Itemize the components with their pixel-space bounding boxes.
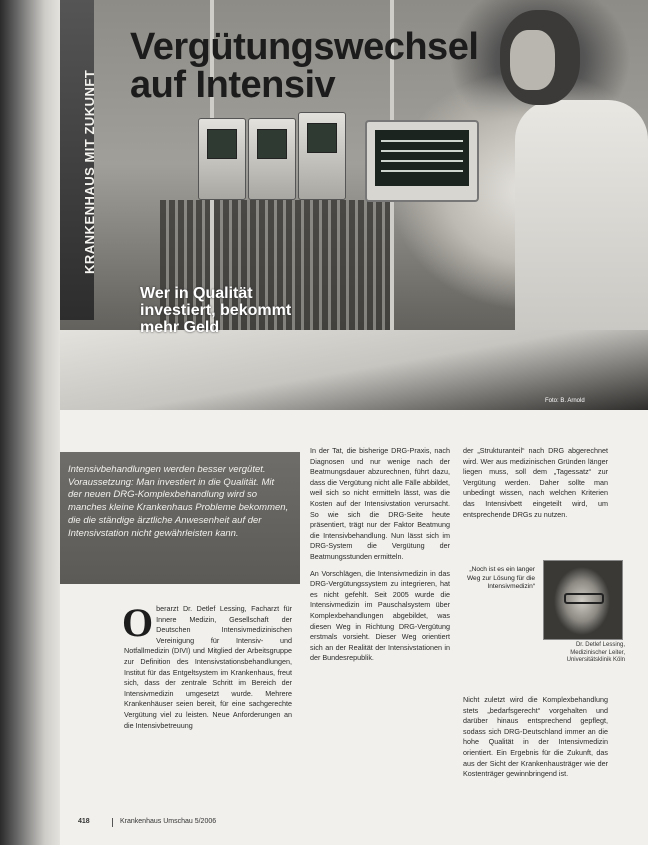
- nurse-face: [510, 30, 555, 90]
- body-column-1: [122, 600, 292, 731]
- footer-divider: [112, 818, 113, 827]
- infusion-pump: [198, 118, 246, 200]
- body-column-3-continued: [463, 695, 608, 786]
- article-subtitle: Wer in Qualität investiert, bekommt mehr Geld: [140, 285, 292, 336]
- patient-monitor: [365, 120, 479, 202]
- paragraph: der „Strukturanteil“ nach DRG abgerechnet wird. Wer aus medizinischen Gründen länger liegen muss, soll dem „Tagessatz“ zur Vergütung werden. Daher sollte man unbedingt wissen, nach welchen Kriterien das Intensivbett eingeteilt wird, um entsprechende DRGs zu nutzen.: [463, 446, 608, 519]
- page-number: 418: [78, 818, 90, 825]
- binding-gutter: [0, 0, 60, 845]
- section-label: KRANKENHAUS MIT ZUKUNFT: [82, 69, 97, 274]
- magazine-page: [60, 0, 648, 845]
- portrait-photo: [543, 560, 623, 640]
- paragraph: Nicht zuletzt wird die Komplexbehandlung stets „bedarfsgerecht“ vorgehalten und darüber hinaus entsprechend gepflegt, sodass sich DRG-Deutschland immer an die hohe Qualität in der Intensivmedizin orientiert. Ein Ergebnis für die Zukunft, das aus der Sicht der Krankenhausträger wie der Kostenträger gewinnbringend ist.: [463, 695, 608, 779]
- article-title: Vergütungswechsel auf Intensiv: [130, 26, 479, 106]
- quote-text: „Noch ist es ein langer Weg zur Lösung für die Intensivmedizin“: [466, 566, 535, 591]
- infusion-pump: [248, 118, 296, 200]
- column-text: berarzt Dr. Detlef Lessing, Facharzt für Innere Medizin, Gesellschaft der Deutschen Intensivmedizinischen Vereinigung für Intensiv- und Notfallmedizin (DIVI) und Mitglied der Arbeitsgruppe zur Definition des Intensivstationsbehandlungen, Institut für das Entgeltsystem im Krankenhaus, freut sich, dass der zentrale Schritt im Bereich der Intensivmedizin umgesetzt wurde. Mehrere Krankenhäuser seien bereit, für eine sachgerechte Vergütung viel zu leisten. Neue Anforderungen an die Intensivbetreuung: [124, 604, 292, 730]
- pull-quote: [463, 560, 623, 672]
- portrait-caption: Dr. Detlef Lessing, Medizinischer Leiter, Universitätsklinik Köln: [566, 642, 625, 663]
- intro-box: [60, 452, 300, 584]
- photo-credit: Foto: B. Arnold: [545, 398, 585, 404]
- paragraph: In der Tat, die bisherige DRG-Praxis, nach Diagnosen und nur wenige nach der Beatmungsdauer abzurechnen, führt dazu, dass die Vergütung nicht alle Fälle abbildet, weil sich so nicht ermitteln lässt, was die Kosten auf der Intensivstation verursacht. So wie sich die DRG-Seite heute präsentiert, trägt nur der Faktor Beatmung die Intensivbehandlung. Nun lässt sich im DRG-System die Vergütung der Beatmungsstunden ermitteln.: [310, 446, 450, 561]
- journal-name: Krankenhaus Umschau 5/2006: [120, 818, 217, 825]
- drop-cap: O: [122, 600, 154, 645]
- hero-photo: [60, 0, 648, 410]
- body-column-2: [310, 446, 450, 670]
- body-column-3: [463, 446, 608, 526]
- infusion-pump: [298, 112, 346, 200]
- intro-text: Intensivbehandlungen werden besser vergütet. Voraussetzung: Man investiert in die Qualität. Mit der neuen DRG-Komplexbehandlung wird so manches kleine Krankenhaus Probleme bekommen, die die ständige ärztliche Anwesenheit auf der Intensivstation nicht gewährleisten kann.: [68, 464, 289, 539]
- nurse-figure: [515, 100, 648, 340]
- paragraph: An Vorschlägen, die Intensivmedizin in das DRG-Vergütungssystem zu integrieren, hat es nicht gefehlt. Seit 2005 wurde die Intensivmedizin im Pauschalsystem über Komplexbehandlungen abgebildet, was diesen Weg in Richtung DRG-Vergütung erstmals vorsieht. Dieser Weg orientiert sich an der Realität der Intensivstationen in der Bundesrepublik.: [310, 568, 450, 663]
